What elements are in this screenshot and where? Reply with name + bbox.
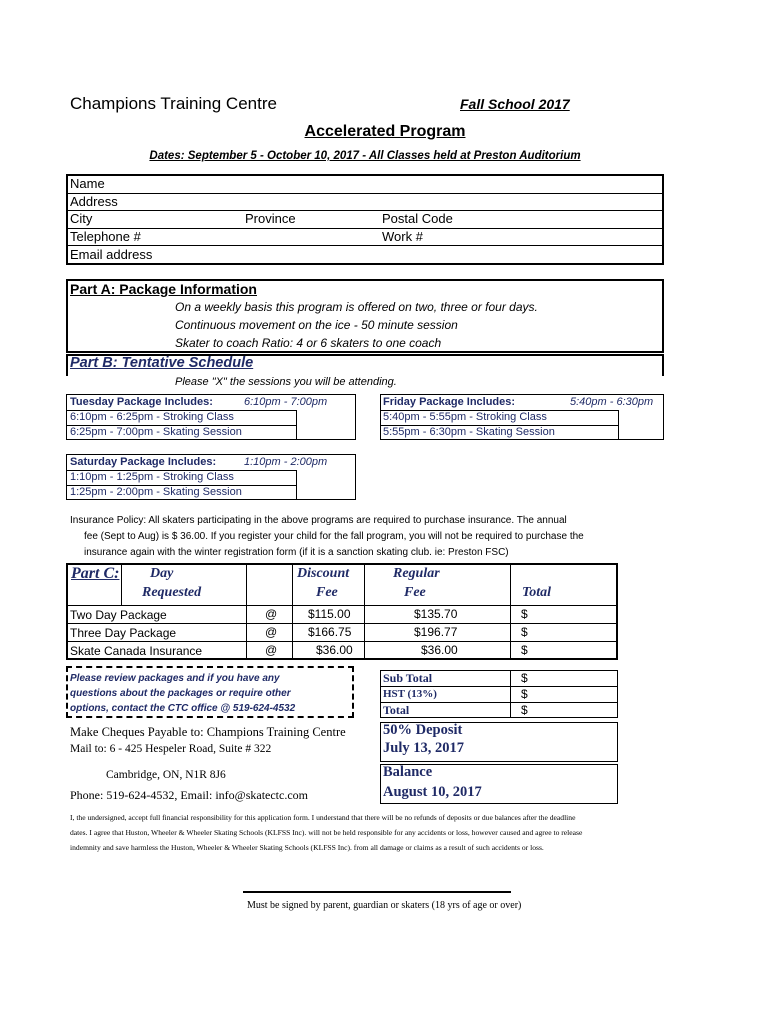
program-title: Accelerated Program [304,123,466,140]
row-three-day-discount: $166.75 [308,625,352,639]
part-b-instruction: Please "X" the sessions you will be attending. [175,376,397,388]
tuesday-row-1: 6:10pm - 6:25pm - Stroking Class [70,411,234,423]
payable-to: Make Cheques Payable to: Champions Training Centre [70,725,346,739]
part-c-title: Part C: [71,565,120,582]
contact-box [66,174,664,265]
disclaimer-line-1: I, the undersigned, accept full financial responsibility for this application form. I understand that there will be no refunds of deposits or due balances after the deadline [70,813,576,822]
balance-label: Balance [383,764,433,780]
part-a-title: Part A: Package Information [70,281,257,297]
row-insurance-total[interactable]: $ [521,643,528,657]
dates-line: Dates: September 5 - October 10, 2017 - All Classes held at Preston Auditorium [149,150,581,162]
saturday-time: 1:10pm - 2:00pm [244,456,328,468]
work-phone-field[interactable]: Work # [382,229,423,244]
mail-city: Cambridge, ON, N1R 8J6 [106,769,226,781]
email-field[interactable]: Email address [70,247,153,262]
col-regular-1: Regular [393,566,440,581]
name-field[interactable]: Name [70,176,105,191]
deposit-date: July 13, 2017 [383,740,464,756]
season-title: Fall School 2017 [460,96,570,112]
row-three-day-label: Three Day Package [70,626,177,640]
tuesday-title: Tuesday Package Includes: [70,396,213,408]
part-a-line-3: Skater to coach Ratio: 4 or 6 skaters to one coach [175,336,442,350]
row-three-day-regular: $196.77 [414,625,458,639]
row-two-day-discount: $115.00 [308,607,351,621]
total-label: Total [383,703,410,717]
total-value[interactable]: $ [521,703,528,717]
part-a-line-2: Continuous movement on the ice - 50 minute session [175,318,458,332]
row-two-day-at: @ [265,607,278,621]
col-discount-1: Discount [297,566,350,581]
row-insurance-label: Skate Canada Insurance [70,644,203,658]
balance-date: August 10, 2017 [383,784,482,800]
signature-line[interactable] [243,891,511,893]
signature-caption: Must be signed by parent, guardian or skaters (18 yrs of age or over) [247,900,522,911]
hst-label: HST (13%) [383,688,437,700]
row-two-day-total[interactable]: $ [521,607,528,621]
saturday-row-1: 1:10pm - 1:25pm - Stroking Class [70,471,234,483]
review-note-line-1: Please review packages and if you have any [70,673,280,684]
row-three-day-total[interactable]: $ [521,625,528,639]
friday-row-1: 5:40pm - 5:55pm - Stroking Class [383,411,547,423]
col-discount-2: Fee [316,585,338,600]
part-a-line-1: On a weekly basis this program is offered on two, three or four days. [175,300,538,314]
insurance-line-2: fee (Sept to Aug) is $ 36.00. If you register your child for the fall program, you will not be required to purchase the [84,531,584,542]
deposit-label: 50% Deposit [383,722,463,738]
phone-email: Phone: 519-624-4532, Email: info@skatectc.com [70,788,309,802]
tuesday-time: 6:10pm - 7:00pm [244,396,328,408]
telephone-field[interactable]: Telephone # [70,229,141,244]
saturday-checkbox[interactable] [298,471,354,499]
subtotal-label: Sub Total [383,671,433,685]
insurance-line-1: Insurance Policy: All skaters participating in the above programs are required to purchase insurance. The annual [70,515,567,526]
col-day-1: Day [150,566,174,581]
part-b-title: Part B: Tentative Schedule [70,355,254,371]
review-note-line-3: options, contact the CTC office @ 519-624-4532 [70,703,296,714]
province-field[interactable]: Province [245,211,296,226]
hst-value[interactable]: $ [521,687,528,701]
tuesday-row-2: 6:25pm - 7:00pm - Skating Session [70,426,242,438]
col-regular-2: Fee [404,585,426,600]
city-field[interactable]: City [70,211,93,226]
tuesday-checkbox[interactable] [298,411,354,439]
friday-time: 5:40pm - 6:30pm [570,396,654,408]
row-insurance-at: @ [265,643,278,657]
friday-title: Friday Package Includes: [383,396,516,408]
col-day-2: Requested [142,585,202,600]
subtotal-value[interactable]: $ [521,671,528,685]
address-field[interactable]: Address [70,194,118,209]
row-insurance-discount: $36.00 [316,643,353,657]
review-note-line-2: questions about the packages or require other [70,688,291,699]
friday-checkbox[interactable] [620,411,663,439]
row-insurance-regular: $36.00 [421,643,458,657]
row-two-day-label: Two Day Package [70,608,167,622]
postal-code-field[interactable]: Postal Code [382,211,453,226]
mail-to: Mail to: 6 - 425 Hespeler Road, Suite # 322 [70,743,272,755]
disclaimer-line-3: indemnity and save harmless the Huston, Wheeler & Wheeler Skating Schools (KLFSS Inc). from all damage or claims as a result of such accidents or loss. [70,843,544,852]
org-name: Champions Training Centre [70,94,277,113]
col-total: Total [522,585,552,600]
insurance-line-3: insurance again with the winter registration form (if it is a sanction skating club. ie: Preston FSC) [84,547,509,558]
row-three-day-at: @ [265,625,278,639]
friday-row-2: 5:55pm - 6:30pm - Skating Session [383,426,555,438]
row-two-day-regular: $135.70 [414,607,458,621]
saturday-title: Saturday Package Includes: [70,456,217,468]
disclaimer-line-2: dates. I agree that Huston, Wheeler & Wheeler Skating Schools (KLFSS Inc). will not be held responsible for any accidents or loss, however caused and agree to release [70,828,583,837]
saturday-row-2: 1:25pm - 2:00pm - Skating Session [70,486,242,498]
